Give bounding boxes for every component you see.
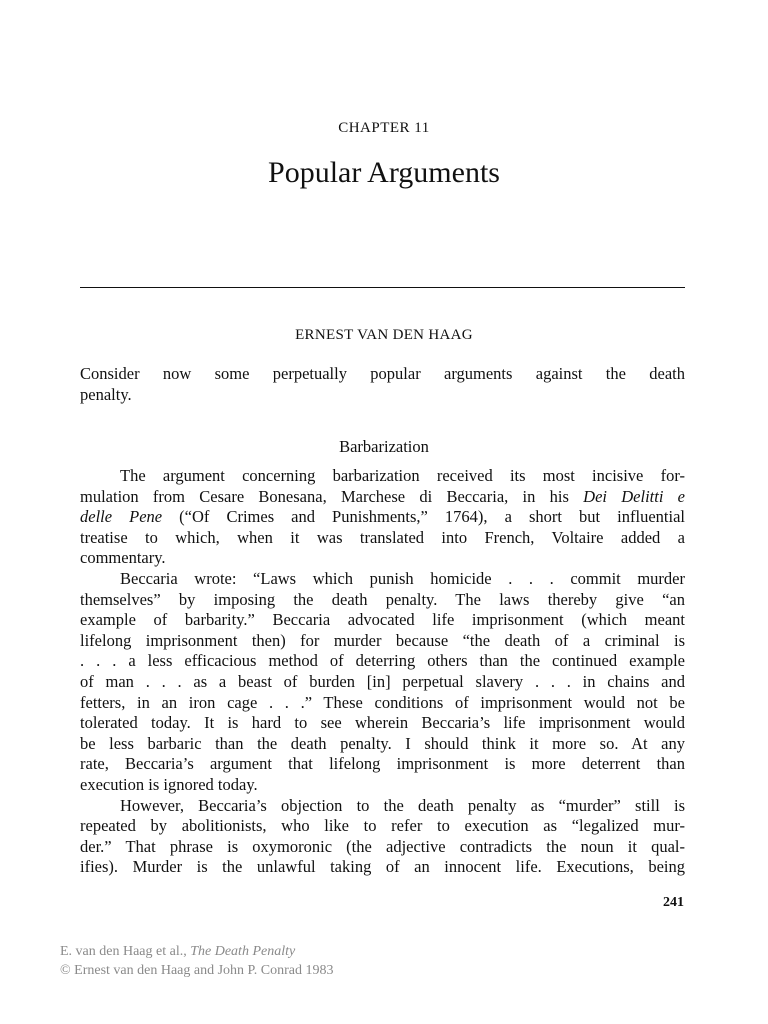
- title-divider: [80, 287, 685, 288]
- text-line: [80, 507, 685, 528]
- credit-authors: E. van den Haag et al.,: [60, 944, 191, 959]
- italic-book-title: delle Pene: [80, 507, 163, 527]
- text-line: example of barbarity.” Beccaria advocated life imprisonment (which meant: [80, 610, 685, 630]
- text-run: (“Of Crimes and Punishments,” 1764), a short but influential: [162, 507, 685, 527]
- author-name: ERNEST VAN DEN HAAG: [295, 327, 473, 343]
- copyright-notice: © Ernest van den Haag and John P. Conrad 1983: [60, 963, 334, 978]
- text-line: repeated by abolitionists, who like to refer to execution as “legalized mur-: [80, 816, 685, 836]
- text-line: rate, Beccaria’s argument that lifelong imprisonment is more deterrent than: [80, 754, 685, 774]
- chapter-label: CHAPTER 11: [338, 120, 430, 136]
- body-text: [80, 466, 685, 878]
- intro-paragraph: [80, 364, 685, 405]
- text-line: themselves” by imposing the death penalty. The laws thereby give “an: [80, 589, 685, 609]
- text-line: execution is ignored today.: [80, 774, 258, 794]
- text-line: Consider now some perpetually popular arguments against the death: [80, 364, 685, 383]
- text-line: lifelong imprisonment then) for murder because “the death of a criminal is: [80, 630, 685, 650]
- text-line: be less barbaric than the death penalty. I should think it more so. At any: [80, 733, 685, 753]
- text-line: ifies). Murder is the unlawful taking of an innocent life. Executions, being: [80, 857, 685, 877]
- text-line: of man . . . as a beast of burden [in] perpetual slavery . . . in chains and: [80, 671, 685, 691]
- text-line: [80, 487, 685, 508]
- text-run: mulation from Cesare Bonesana, Marchese di Beccaria, in his: [80, 486, 584, 506]
- credit-book-title: The Death Penalty: [190, 944, 296, 959]
- text-line: tolerated today. It is hard to see wherein Beccaria’s life imprisonment would: [80, 713, 685, 733]
- text-line: However, Beccaria’s objection to the death penalty as “murder” still is: [120, 795, 685, 815]
- text-line: . . . a less efficacious method of deterring others than the continued example: [80, 651, 685, 671]
- chapter-title: Popular Arguments: [268, 156, 500, 189]
- text-line: treatise to which, when it was translated into French, Voltaire added a: [80, 527, 685, 547]
- text-line: fetters, in an iron cage . . .” These conditions of imprisonment would not be: [80, 692, 685, 712]
- text-line: Beccaria wrote: “Laws which punish homicide . . . commit murder: [120, 568, 685, 588]
- text-line: commentary.: [80, 548, 166, 568]
- italic-book-title: Dei Delitti e: [583, 486, 686, 506]
- page-number: 241: [663, 895, 684, 910]
- text-line: The argument concerning barbarization received its most incisive for-: [120, 466, 685, 485]
- text-line: penalty.: [80, 384, 132, 404]
- text-line: der.” That phrase is oxymoronic (the adjective contradicts the noun it qual-: [80, 836, 685, 856]
- source-credit: [60, 944, 295, 960]
- section-heading: Barbarization: [339, 437, 429, 456]
